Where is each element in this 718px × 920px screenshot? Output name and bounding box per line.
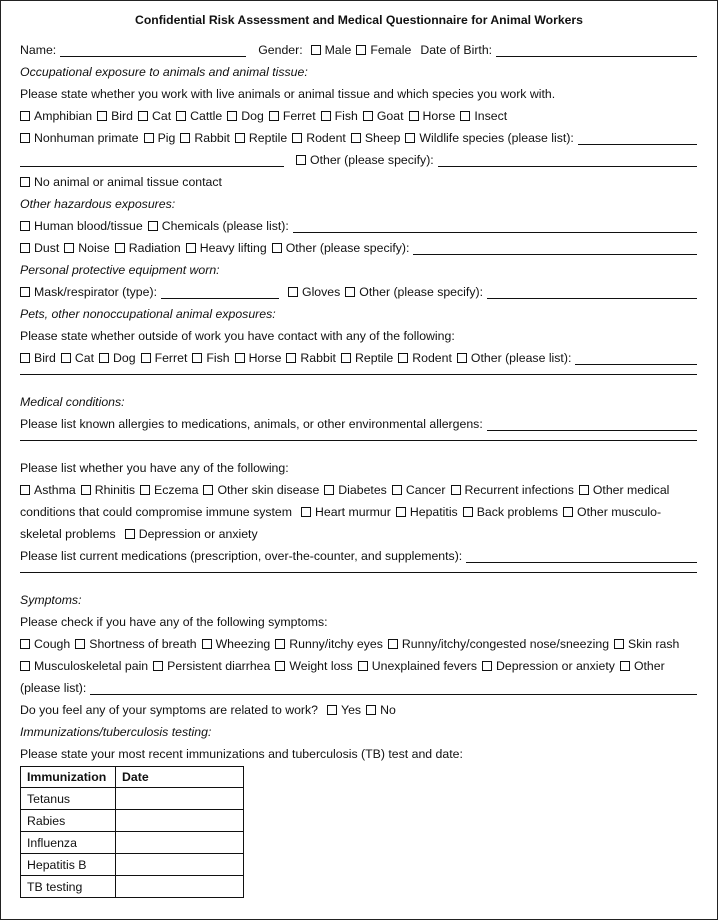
ppe-other-field[interactable] [487,286,697,299]
date-cell[interactable] [116,832,244,854]
other-medical-option[interactable]: Other medical [579,483,670,497]
checkbox[interactable] [20,243,30,253]
conditions-row-2 [20,503,697,519]
hazards-row-1 [20,217,697,233]
pets-other-field[interactable] [575,352,697,365]
chemicals-option[interactable]: Chemicals (please list): [148,219,289,233]
option-label: Rhinitis [94,483,136,497]
checkbox-option[interactable] [341,351,393,365]
checkbox[interactable] [288,287,298,297]
immunization-name: TB testing [21,876,116,898]
medications-row [20,547,697,563]
checkbox[interactable] [457,353,467,363]
date-cell[interactable] [116,810,244,832]
checkbox[interactable] [20,221,30,231]
checkbox-option[interactable] [81,483,135,497]
option-label: Runny/itchy eyes [289,637,383,651]
checkbox-option[interactable] [269,109,316,123]
checkbox-option[interactable] [482,659,615,673]
option-label: Radiation [128,241,181,255]
checkbox[interactable] [153,661,163,671]
medications-field-continued[interactable] [20,572,697,573]
option-label: Reptile [248,131,288,145]
option-label: Ferret [282,109,316,123]
hazards-row-2 [20,239,697,255]
dob-label: Date of Birth: [420,43,493,57]
checkbox-option[interactable] [235,351,282,365]
pets-prompt: Please state whether outside of work you have contact with any of the following: [20,329,455,343]
option-label: Eczema [154,483,199,497]
checkbox-option[interactable] [153,659,270,673]
checkbox[interactable] [366,705,376,715]
option-label: Insect [474,109,508,123]
option-label: Rodent [412,351,452,365]
checkbox[interactable] [20,133,30,143]
checkbox[interactable] [235,133,245,143]
checkbox[interactable] [202,639,212,649]
pets-other-option[interactable]: Other (please list): [457,351,571,365]
checkbox[interactable] [75,639,85,649]
option-label: Fish [334,109,358,123]
symptoms-prompt: Please check if you have any of the following symptoms: [20,615,328,629]
occupational-other-option[interactable]: Other (please specify): [296,153,434,167]
form-title: Confidential Risk Assessment and Medical Questionnaire for Animal Workers [135,13,583,27]
gender-label: Gender: [258,43,303,57]
occupational-other-row [20,151,697,167]
checkbox[interactable] [81,485,91,495]
checkbox[interactable] [311,45,321,55]
checkbox-option[interactable] [138,109,171,123]
checkbox-option[interactable] [392,483,446,497]
option-label: Rabbit [300,351,336,365]
conditions-list-2 [301,505,563,519]
checkbox-option[interactable] [409,109,456,123]
checkbox[interactable] [125,529,135,539]
hazards-heading: Other hazardous exposures: [20,197,176,211]
option-label: Heart murmur [315,505,391,519]
checkbox-option[interactable] [388,637,609,651]
checkbox-option[interactable] [358,659,477,673]
option-label: Bird [111,109,133,123]
checkbox-option[interactable] [140,483,198,497]
checkbox[interactable] [275,639,285,649]
checkbox-option[interactable] [227,109,264,123]
option-label: Pig [157,131,176,145]
checkbox[interactable] [324,485,334,495]
checkbox-option[interactable] [20,659,148,673]
symptoms-other-option[interactable]: Other [620,659,665,673]
option-label: Runny/itchy/congested nose/sneezing [401,637,610,651]
column-header-immunization: Immunization [21,767,116,788]
checkbox-option[interactable] [460,109,507,123]
conditions-prompt: Please list whether you have any of the following: [20,461,289,475]
checkbox[interactable] [192,353,202,363]
wildlife-field[interactable] [578,132,697,145]
checkbox[interactable] [144,133,154,143]
symptoms-other-row [20,679,697,695]
option-label: Hepatitis [409,505,458,519]
symptoms-other-field[interactable] [90,682,697,695]
option-label: Fish [206,351,230,365]
checkbox-option[interactable] [292,131,346,145]
option-label: Amphibian [34,109,93,123]
identity-row [20,41,697,57]
checkbox-option[interactable] [20,131,139,145]
allergies-field-continued[interactable] [20,440,697,441]
checkbox[interactable] [286,353,296,363]
table-row [21,854,244,876]
option-label: Horse [422,109,456,123]
mask-type-field[interactable] [161,286,279,299]
checkbox[interactable] [614,639,624,649]
checkbox-option[interactable] [141,351,188,365]
table-row [21,876,244,898]
checkbox-option[interactable] [99,351,136,365]
checkbox[interactable] [269,111,279,121]
immunization-name: Influenza [21,832,116,854]
checkbox-option[interactable] [286,351,336,365]
checkbox-option[interactable] [203,483,319,497]
option-label: Dog [113,351,136,365]
checkbox[interactable] [363,111,373,121]
checkbox[interactable] [180,133,190,143]
checkbox-option[interactable] [176,109,222,123]
conditions-row-3 [20,525,697,541]
name-field[interactable] [60,44,246,57]
hazards-other-field[interactable] [413,242,697,255]
allergies-field[interactable] [487,418,697,431]
ppe-row [20,283,697,299]
gloves-option[interactable]: Gloves [288,285,340,299]
allergies-label: Please list known allergies to medications, animals, or other environmental allergens: [20,417,483,431]
ppe-other-option[interactable]: Other (please specify): [345,285,483,299]
option-label: Cancer [405,483,446,497]
checkbox[interactable] [301,507,311,517]
checkbox[interactable] [20,639,30,649]
checkbox-option[interactable] [614,637,679,651]
checkbox[interactable] [398,353,408,363]
checkbox[interactable] [20,287,30,297]
work-related-yes[interactable]: Yes [327,703,361,717]
option-label: Rabbit [194,131,230,145]
checkbox-option[interactable] [20,351,56,365]
option-label: Other skin disease [217,483,320,497]
checkbox[interactable] [64,243,74,253]
hazards-list [20,241,272,255]
checkbox[interactable] [138,111,148,121]
checkbox[interactable] [61,353,71,363]
option-label: Unexplained fevers [371,659,477,673]
checkbox[interactable] [620,661,630,671]
immunizations-heading: Immunizations/tuberculosis testing: [20,725,212,739]
checkbox-option[interactable] [321,109,358,123]
human-blood-option[interactable]: Human blood/tissue [20,219,143,233]
pets-heading: Pets, other nonoccupational animal exposures: [20,307,276,321]
checkbox[interactable] [296,155,306,165]
checkbox-option[interactable] [235,131,287,145]
option-label: Wheezing [215,637,271,651]
work-related-question: Do you feel any of your symptoms are related to work? [20,703,318,717]
checkbox[interactable] [186,243,196,253]
option-label: Cat [74,351,95,365]
table-header-row [21,767,244,788]
option-label: Dust [34,241,60,255]
checkbox[interactable] [392,485,402,495]
checkbox[interactable] [451,485,461,495]
checkbox-option[interactable] [20,241,59,255]
mask-option[interactable]: Mask/respirator (type): [20,285,157,299]
checkbox[interactable] [99,353,109,363]
checkbox[interactable] [579,485,589,495]
checkbox[interactable] [460,111,470,121]
option-label: Reptile [354,351,394,365]
option-label: Noise [78,241,110,255]
option-label: Horse [248,351,282,365]
gender-option[interactable]: Female [356,43,411,57]
checkbox-option[interactable] [324,483,387,497]
checkbox[interactable] [388,639,398,649]
checkbox[interactable] [409,111,419,121]
conditions-list [20,483,579,497]
table-row [21,832,244,854]
conditions-row-1 [20,481,697,497]
option-label: Skin rash [628,637,680,651]
occupational-prompt: Please state whether you work with live animals or animal tissue and which species you work with. [20,87,556,101]
table-row [21,810,244,832]
option-label: Bird [34,351,56,365]
checkbox[interactable] [463,507,473,517]
checkbox[interactable] [563,507,573,517]
wildlife-option[interactable]: Wildlife species (please list): [405,131,573,145]
checkbox[interactable] [358,661,368,671]
option-label: Depression or anxiety [496,659,615,673]
checkbox[interactable] [141,353,151,363]
checkbox-option[interactable] [301,505,391,519]
checkbox-option[interactable] [186,241,267,255]
symptoms-row-2 [20,657,697,673]
option-label: Musculoskeletal pain [34,659,149,673]
checkbox-option[interactable] [463,505,558,519]
checkbox-option[interactable] [20,483,76,497]
option-label: Diabetes [338,483,387,497]
option-label: Heavy lifting [199,241,267,255]
option-label: Goat [376,109,404,123]
medications-label: Please list current medications (prescription, over-the-counter, and supplements): [20,549,463,563]
checkbox-option[interactable] [275,637,383,651]
checkbox[interactable] [351,133,361,143]
checkbox[interactable] [341,353,351,363]
immunizations-prompt: Please state your most recent immunizations and tuberculosis (TB) test and date: [20,747,463,761]
immunization-name: Hepatitis B [21,854,116,876]
checkbox[interactable] [405,133,415,143]
checkbox[interactable] [20,177,30,187]
option-label: Weight loss [289,659,353,673]
checkbox[interactable] [176,111,186,121]
checkbox-option[interactable] [180,131,230,145]
checkbox[interactable] [227,111,237,121]
checkbox-option[interactable] [20,637,70,651]
checkbox-option[interactable] [20,109,92,123]
work-related-no[interactable]: No [366,703,396,717]
allergies-row [20,415,697,431]
checkbox-option[interactable] [64,241,109,255]
option-label: Cat [151,109,172,123]
work-related-row [20,701,697,717]
date-cell[interactable] [116,788,244,810]
option-label: Back problems [476,505,559,519]
option-label: Cough [34,637,71,651]
name-label: Name: [20,43,57,57]
checkbox-option[interactable] [202,637,271,651]
checkbox[interactable] [140,485,150,495]
column-header-date: Date [116,767,244,788]
checkbox-option[interactable] [75,637,196,651]
depression-option[interactable]: Depression or anxiety [125,527,258,541]
checkbox[interactable] [272,243,282,253]
species-list [20,131,405,145]
immunization-name: Rabies [21,810,116,832]
checkbox-option[interactable] [144,131,176,145]
musculoskeletal-option[interactable]: Other musculo- [563,505,661,519]
option-label: Persistent diarrhea [167,659,271,673]
symptoms-row-1 [20,635,697,651]
gender-option[interactable]: Male [311,43,352,57]
immunization-name: Tetanus [21,788,116,810]
option-label: Cattle [190,109,223,123]
checkbox-option[interactable] [275,659,352,673]
checkbox[interactable] [20,485,30,495]
checkbox-option[interactable] [398,351,452,365]
pets-other-field-continued[interactable] [20,374,697,375]
chemicals-field[interactable] [293,220,697,233]
symptoms-please-list: (please list): [20,681,87,695]
checkbox[interactable] [292,133,302,143]
checkbox[interactable] [275,661,285,671]
no-contact-row [20,173,697,189]
checkbox[interactable] [203,485,213,495]
option-label: Recurrent infections [464,483,574,497]
option-label: Sheep [364,131,401,145]
date-cell[interactable] [116,854,244,876]
medications-field[interactable] [466,550,697,563]
checkbox[interactable] [20,353,30,363]
table-row [21,788,244,810]
medical-heading: Medical conditions: [20,395,125,409]
checkbox[interactable] [148,221,158,231]
symptoms-list-2 [20,659,620,673]
checkbox-option[interactable] [363,109,404,123]
checkbox[interactable] [97,111,107,121]
checkbox-option[interactable] [351,131,401,145]
pets-row [20,349,697,365]
checkbox[interactable] [235,353,245,363]
occupational-species-row-2 [20,129,697,145]
dob-field[interactable] [496,44,697,57]
date-cell[interactable] [116,876,244,898]
checkbox[interactable] [327,705,337,715]
checkbox[interactable] [396,507,406,517]
checkbox-option[interactable] [396,505,458,519]
musculoskeletal-continued: skeletal problems [20,527,116,541]
occupational-species-row-1 [20,107,697,123]
option-label: Nonhuman primate [34,131,139,145]
checkbox[interactable] [321,111,331,121]
checkbox[interactable] [345,287,355,297]
checkbox[interactable] [20,111,30,121]
option-label: Shortness of breath [89,637,197,651]
checkbox[interactable] [482,661,492,671]
immunization-table [20,766,244,898]
checkbox[interactable] [20,661,30,671]
occupational-heading: Occupational exposure to animals and animal tissue: [20,65,308,79]
occupational-other-field[interactable] [438,154,697,167]
option-label: Ferret [154,351,188,365]
option-label: Dog [241,109,264,123]
symptoms-heading: Symptoms: [20,593,82,607]
hazards-other-option[interactable]: Other (please specify): [272,241,410,255]
other-medical-continued: conditions that could compromise immune system [20,505,293,519]
checkbox-option[interactable] [192,351,229,365]
checkbox-option[interactable] [97,109,133,123]
option-label: Rodent [306,131,346,145]
checkbox[interactable] [356,45,366,55]
checkbox-option[interactable] [61,351,94,365]
checkbox-option[interactable] [115,241,181,255]
checkbox[interactable] [115,243,125,253]
no-contact-option[interactable]: No animal or animal tissue contact [20,175,222,189]
checkbox-option[interactable] [451,483,574,497]
ppe-heading: Personal protective equipment worn: [20,263,220,277]
option-label: Asthma [34,483,76,497]
pets-list [20,351,457,365]
wildlife-field-continued[interactable] [20,154,284,167]
